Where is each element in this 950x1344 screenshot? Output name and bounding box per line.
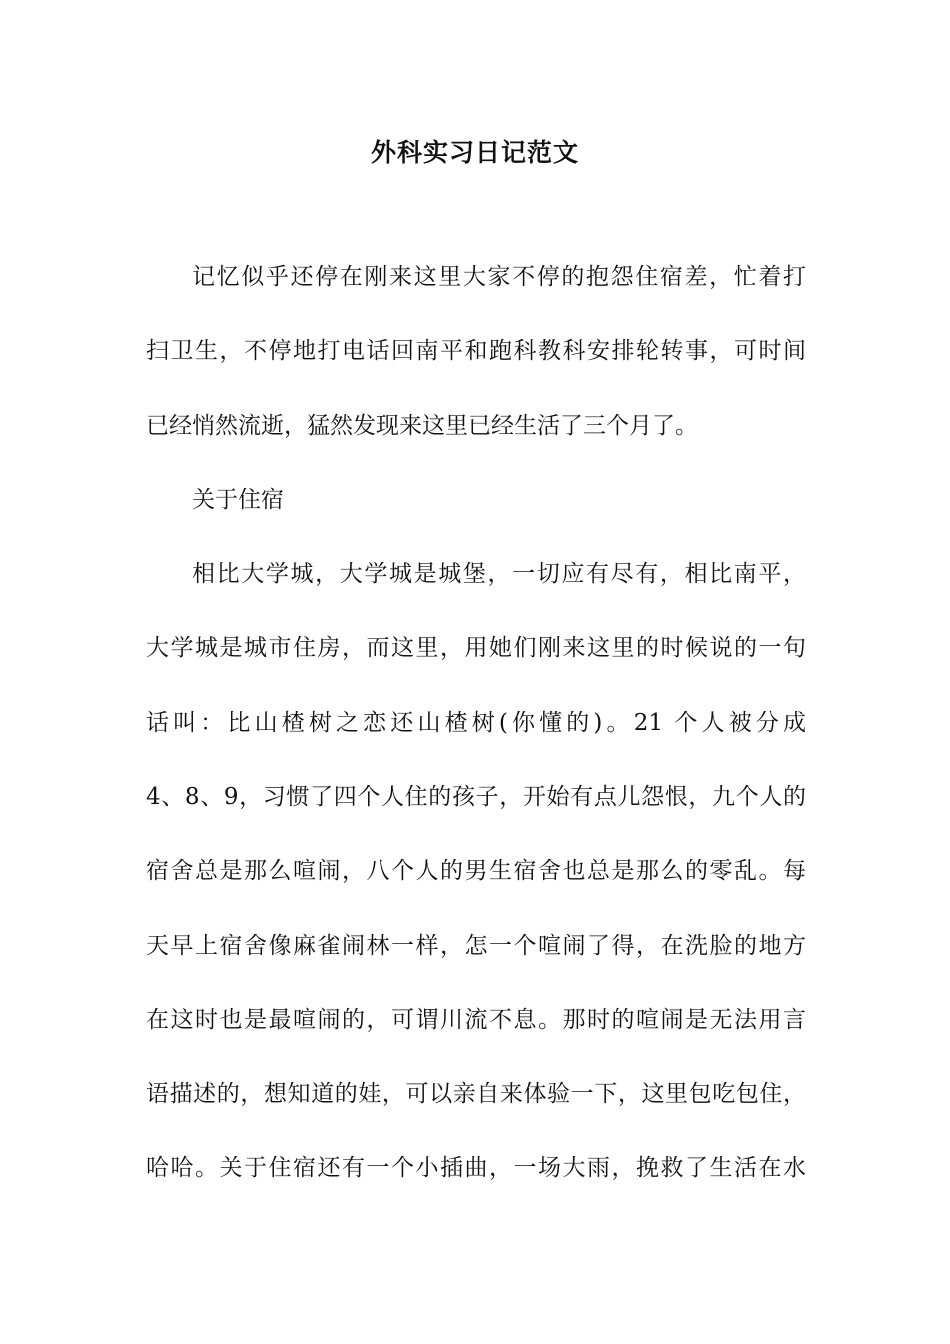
- paragraph-line: 已经悄然流逝，猛然发现来这里已经生活了三个月了。: [146, 413, 698, 439]
- paragraph-line: 4、8、9，习惯了四个人住的孩子，开始有点儿怨恨，九个人的: [146, 784, 806, 810]
- paragraph-line: 在这时也是最喧闹的，可谓川流不息。那时的喧闹是无法用言: [146, 1007, 806, 1033]
- paragraph-line: 大学城是城市住房，而这里，用她们刚来这里的时候说的一句: [146, 635, 806, 661]
- document-title: 外科实习日记范文: [370, 138, 579, 167]
- paragraph-line: 语描述的，想知道的娃，可以亲自来体验一下，这里包吃包住，: [146, 1081, 806, 1107]
- section-heading: 关于住宿: [192, 487, 284, 513]
- paragraph-line: 天早上宿舍像麻雀闹林一样，怎一个喧闹了得，在洗脸的地方: [146, 933, 806, 959]
- paragraph-line: 相比大学城，大学城是城堡，一切应有尽有，相比南平，: [192, 561, 806, 587]
- paragraph-line: 哈哈。关于住宿还有一个小插曲，一场大雨，挽救了生活在水: [146, 1155, 806, 1181]
- paragraph-line: 记忆似乎还停在刚来这里大家不停的抱怨住宿差，忙着打: [192, 264, 806, 290]
- paragraph-line: 宿舍总是那么喧闹，八个人的男生宿舍也总是那么的零乱。每: [146, 858, 806, 884]
- paragraph-line: 话叫：比山楂树之恋还山楂树(你懂的)。21 个人被分成: [146, 710, 806, 736]
- paragraph-line: 扫卫生，不停地打电话回南平和跑科教科安排轮转事，可时间: [146, 338, 806, 364]
